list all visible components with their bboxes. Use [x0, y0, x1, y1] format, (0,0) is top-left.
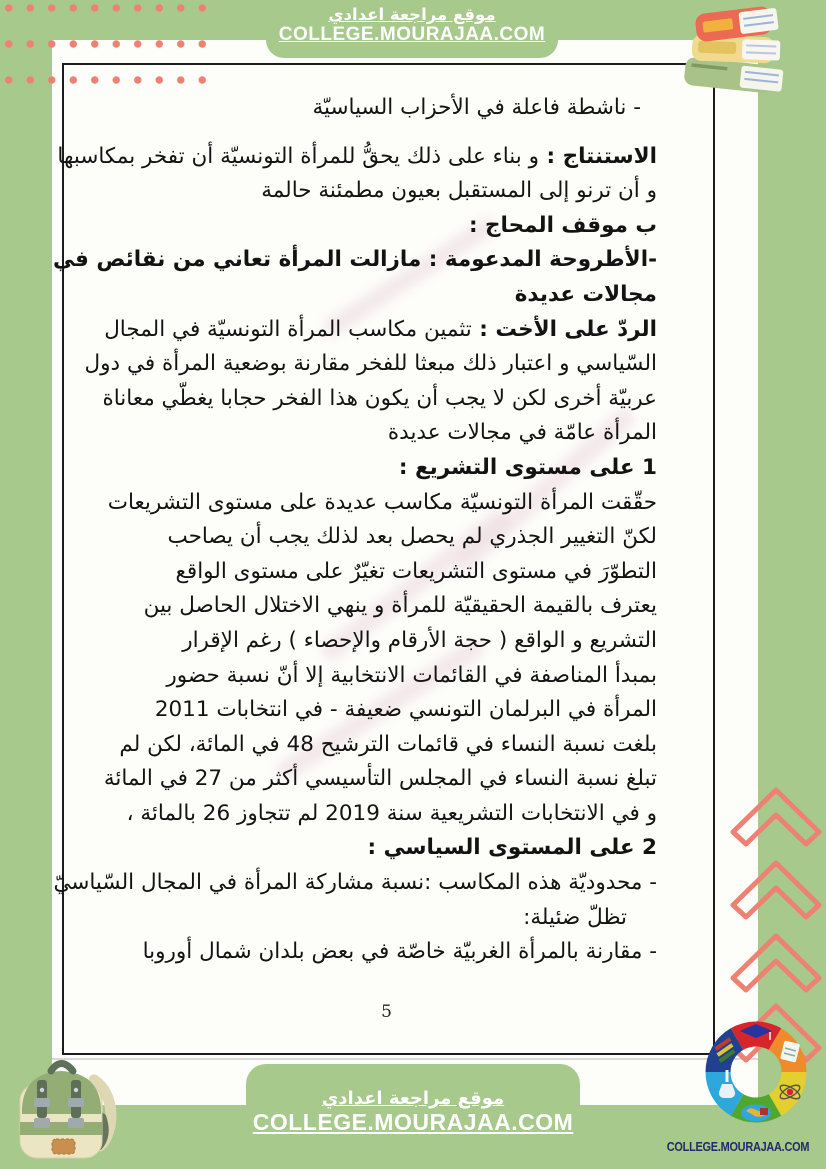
site-footer	[246, 1064, 580, 1169]
doc-line: المرأة في البرلمان التونسي ضعيفة - في انتخابات 2011	[154, 697, 657, 723]
doc-line: و في الانتخابات التشريعية سنة 2019 لم تتجاوز 26 بالمائة ،	[126, 800, 657, 826]
doc-line: - مقارنة بالمرأة الغربيّة خاصّة في بعض بلدان شمال أوروبا	[142, 939, 657, 965]
doc-line: التشريع و الواقع ( حجة الأرقام والإحصاء ) رغم الإقرار	[182, 627, 657, 653]
doc-line: المرأة عامّة في مجالات عديدة	[387, 420, 657, 446]
doc-line: و أن ترنو إلى المستقبل بعيون مطمئنة حالمة	[261, 178, 657, 204]
doc-heading: 2 على المستوى السياسي :	[367, 835, 657, 861]
site-title-arabic: موقع مراجعة اعدادي	[328, 5, 496, 24]
doc-line: عربيّة أخرى لكن لا يجب أن يكون هذا الفخر حجابا يغطّي معاناة	[102, 385, 657, 411]
page-number: 5	[381, 1002, 392, 1022]
doc-line: لكنّ التغيير الجذري لم يحصل بعد لذلك يجب أن يصاحب	[167, 524, 657, 550]
doc-line: الاستنتاج : و بناء على ذلك يحقُّ للمرأة التونسيّة أن تفخر بمكاسبها	[57, 143, 657, 169]
logo-caption: COLLEGE.MOURAJAA.COM	[666, 1139, 810, 1154]
doc-line: التطوّرَ في مستوى التشريعات تغيّرٌ على مستوى الواقع	[175, 558, 657, 584]
doc-line: بمبدأ المناصفة في القائمات الانتخابية إلا أنّ نسبة حضور	[166, 662, 657, 688]
doc-line: حقّقت المرأة التونسيّة مكاسب عديدة على مستوى التشريعات	[107, 489, 657, 515]
footer-title-arabic: موقع مراجعة اعدادي	[321, 1088, 505, 1109]
chevron-up-icon	[728, 930, 824, 994]
doc-line: السّياسي و اعتبار ذلك مبعثا للفخر مقارنة بوضعية المرأة في دول	[84, 351, 657, 377]
site-header	[266, 0, 558, 58]
doc-heading: 1 على مستوى التشريع :	[398, 454, 657, 480]
doc-heading: ب موقف المحاج :	[468, 212, 657, 238]
site-domain-link[interactable]: COLLEGE.MOURAJAA.COM	[278, 24, 546, 45]
doc-line: تبلغ نسبة النساء في المجلس التأسيسي أكثر من 27 في المائة	[103, 766, 657, 792]
doc-heading: مجالات عديدة	[514, 281, 657, 307]
document-content	[53, 91, 657, 970]
chevron-up-icon	[728, 784, 824, 848]
subjects-ring-logo	[696, 1012, 816, 1134]
doc-line: - ناشطة فاعلة في الأحزاب السياسيّة	[312, 95, 641, 120]
doc-line: بلغت نسبة النساء في قائمات الترشيح 48 في المائة، لكن لم	[119, 731, 657, 757]
chevron-up-icon	[728, 857, 824, 921]
scan-line	[52, 1058, 758, 1060]
backpack-icon	[8, 1046, 123, 1166]
doc-line: يعترف بالقيمة الحقيقيّة للمرأة و ينهي الاختلال الحاصل بين	[143, 593, 657, 619]
doc-line: تظلّ ضئيلة:	[523, 904, 627, 930]
doc-line: الردّ على الأخت : تثمين مكاسب المرأة التونسيّة في المجال	[104, 316, 657, 342]
doc-heading: -الأطروحة المدعومة : مازالت المرأة تعاني من نقائص في	[53, 247, 657, 273]
doc-line: - محدوديّة هذه المكاسب :نسبة مشاركة المرأة في المجال السّياسيّ	[53, 870, 657, 896]
books-stack-icon	[684, 4, 788, 104]
footer-domain-link[interactable]: COLLEGE.MOURAJAA.COM	[252, 1109, 574, 1135]
